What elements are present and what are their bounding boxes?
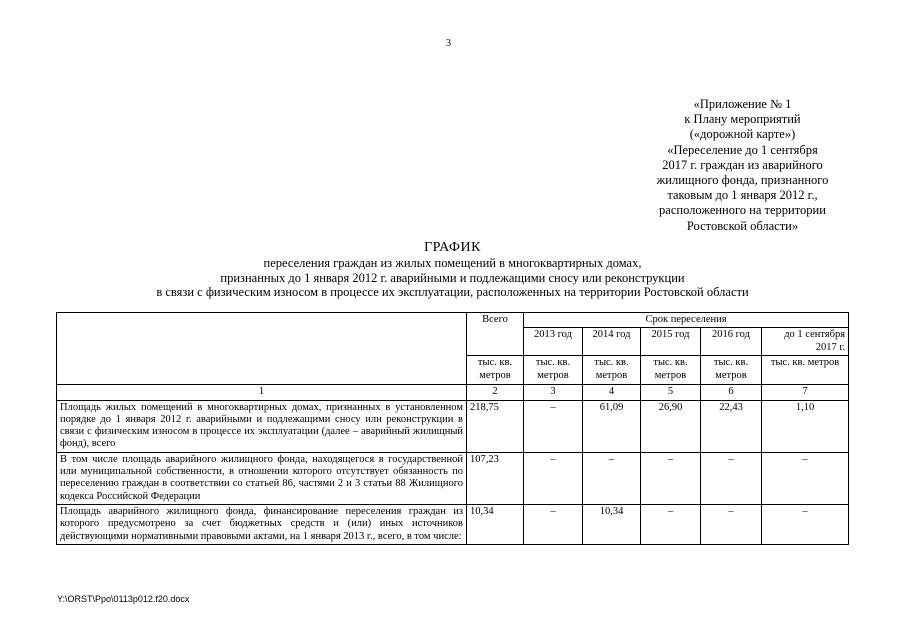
subtitle-line: в связи с физическим износом в процессе их эксплуатации, расположенных на территории Ростовской области: [156, 285, 749, 299]
column-number: 6: [701, 385, 762, 400]
header-term: Срок переселения: [524, 313, 849, 328]
title-main: ГРАФИК: [424, 240, 481, 255]
unit-cell: тыс. кв. метров: [641, 356, 701, 385]
appendix-line: 2017 г. граждан из аварийного: [662, 157, 823, 172]
unit-cell: тыс. кв. метров: [583, 356, 641, 385]
appendix-line: («дорожной карте»): [689, 127, 796, 142]
appendix-header: [610, 97, 875, 234]
row-total: 107,23: [467, 452, 524, 504]
column-number: 4: [583, 385, 641, 400]
column-number: 5: [641, 385, 701, 400]
row-value: –: [701, 452, 762, 504]
row-value: –: [762, 504, 849, 544]
header-year: 2015 год: [641, 328, 701, 356]
footer-file-path: Y:\ORST\Ppo\0113p012.f20.docx: [57, 594, 190, 604]
appendix-line: жилищного фонда, признанного: [656, 173, 829, 188]
header-empty-cell: [57, 313, 467, 385]
row-value: 10,34: [583, 504, 641, 544]
column-number: 3: [524, 385, 583, 400]
row-value: –: [641, 452, 701, 504]
row-description: В том числе площадь аварийного жилищного фонда, находящегося в государственной или муниципальной собственности, в отношении которого отсутствует обязанность по переселению граждан в соответствии со статьей 86, частями 2 и 3 статьи 88 Жилищного кодекса Российской Федерации: [57, 452, 467, 504]
row-value: –: [524, 504, 583, 544]
row-description: Площадь аварийного жилищного фонда, финансирование переселения граждан из которого предусмотрено за счет бюджетных средств и (или) иных источников действующими нормативными правовыми актами, на 1 января 2013 г., всего, в том числе:: [57, 504, 467, 544]
appendix-line: Ростовской области»: [686, 218, 799, 233]
row-value: –: [583, 452, 641, 504]
header-total: Всего: [467, 313, 524, 356]
unit-cell: тыс. кв. метров: [524, 356, 583, 385]
appendix-line: «Переселение до 1 сентября: [667, 142, 818, 157]
row-value: –: [524, 400, 583, 452]
row-value: 61,09: [583, 400, 641, 452]
unit-cell: тыс. кв. метров: [467, 356, 524, 385]
column-number: 7: [762, 385, 849, 400]
row-value: 1,10: [762, 400, 849, 452]
page-number: 3: [446, 38, 451, 49]
resettlement-schedule-table: [56, 312, 849, 545]
column-numbers-row: [57, 385, 849, 400]
title-subtitle: [40, 256, 865, 300]
column-number: 2: [467, 385, 524, 400]
row-total: 10,34: [467, 504, 524, 544]
row-value: –: [524, 452, 583, 504]
header-year: до 1 сентября 2017 г.: [762, 328, 849, 356]
header-year: 2013 год: [524, 328, 583, 356]
row-total: 218,75: [467, 400, 524, 452]
header-year: 2014 год: [583, 328, 641, 356]
document-title: [40, 239, 865, 300]
row-description: Площадь жилых помещений в многоквартирных домах, признанных в установленном порядке до 1 января 2012 г. аварийными и подлежащими сносу или реконструкции в связи с физическим износом в процессе их эксплуатации (далее – аварийный жилищный фонд), всего: [57, 400, 467, 452]
appendix-line: к Плану мероприятий: [684, 112, 801, 127]
appendix-line: таковым до 1 января 2012 г.,: [667, 188, 818, 203]
table-row: [57, 504, 849, 544]
row-value: 26,90: [641, 400, 701, 452]
row-value: –: [701, 504, 762, 544]
subtitle-line: признанных до 1 января 2012 г. аварийными и подлежащими сносу или реконструкции: [220, 270, 685, 285]
header-year: 2016 год: [701, 328, 762, 356]
column-number: 1: [57, 385, 467, 400]
table-row: [57, 400, 849, 452]
table-row: [57, 452, 849, 504]
appendix-line: расположенного на территории: [659, 203, 826, 218]
unit-cell: тыс. кв. метров: [701, 356, 762, 385]
header-row: [57, 313, 849, 328]
unit-cell: тыс. кв. метров: [762, 356, 849, 385]
row-value: –: [762, 452, 849, 504]
subtitle-line: переселения граждан из жилых помещений в многоквартирных домах,: [263, 256, 642, 270]
row-value: –: [641, 504, 701, 544]
row-value: 22,43: [701, 400, 762, 452]
appendix-line: «Приложение № 1: [693, 97, 792, 111]
